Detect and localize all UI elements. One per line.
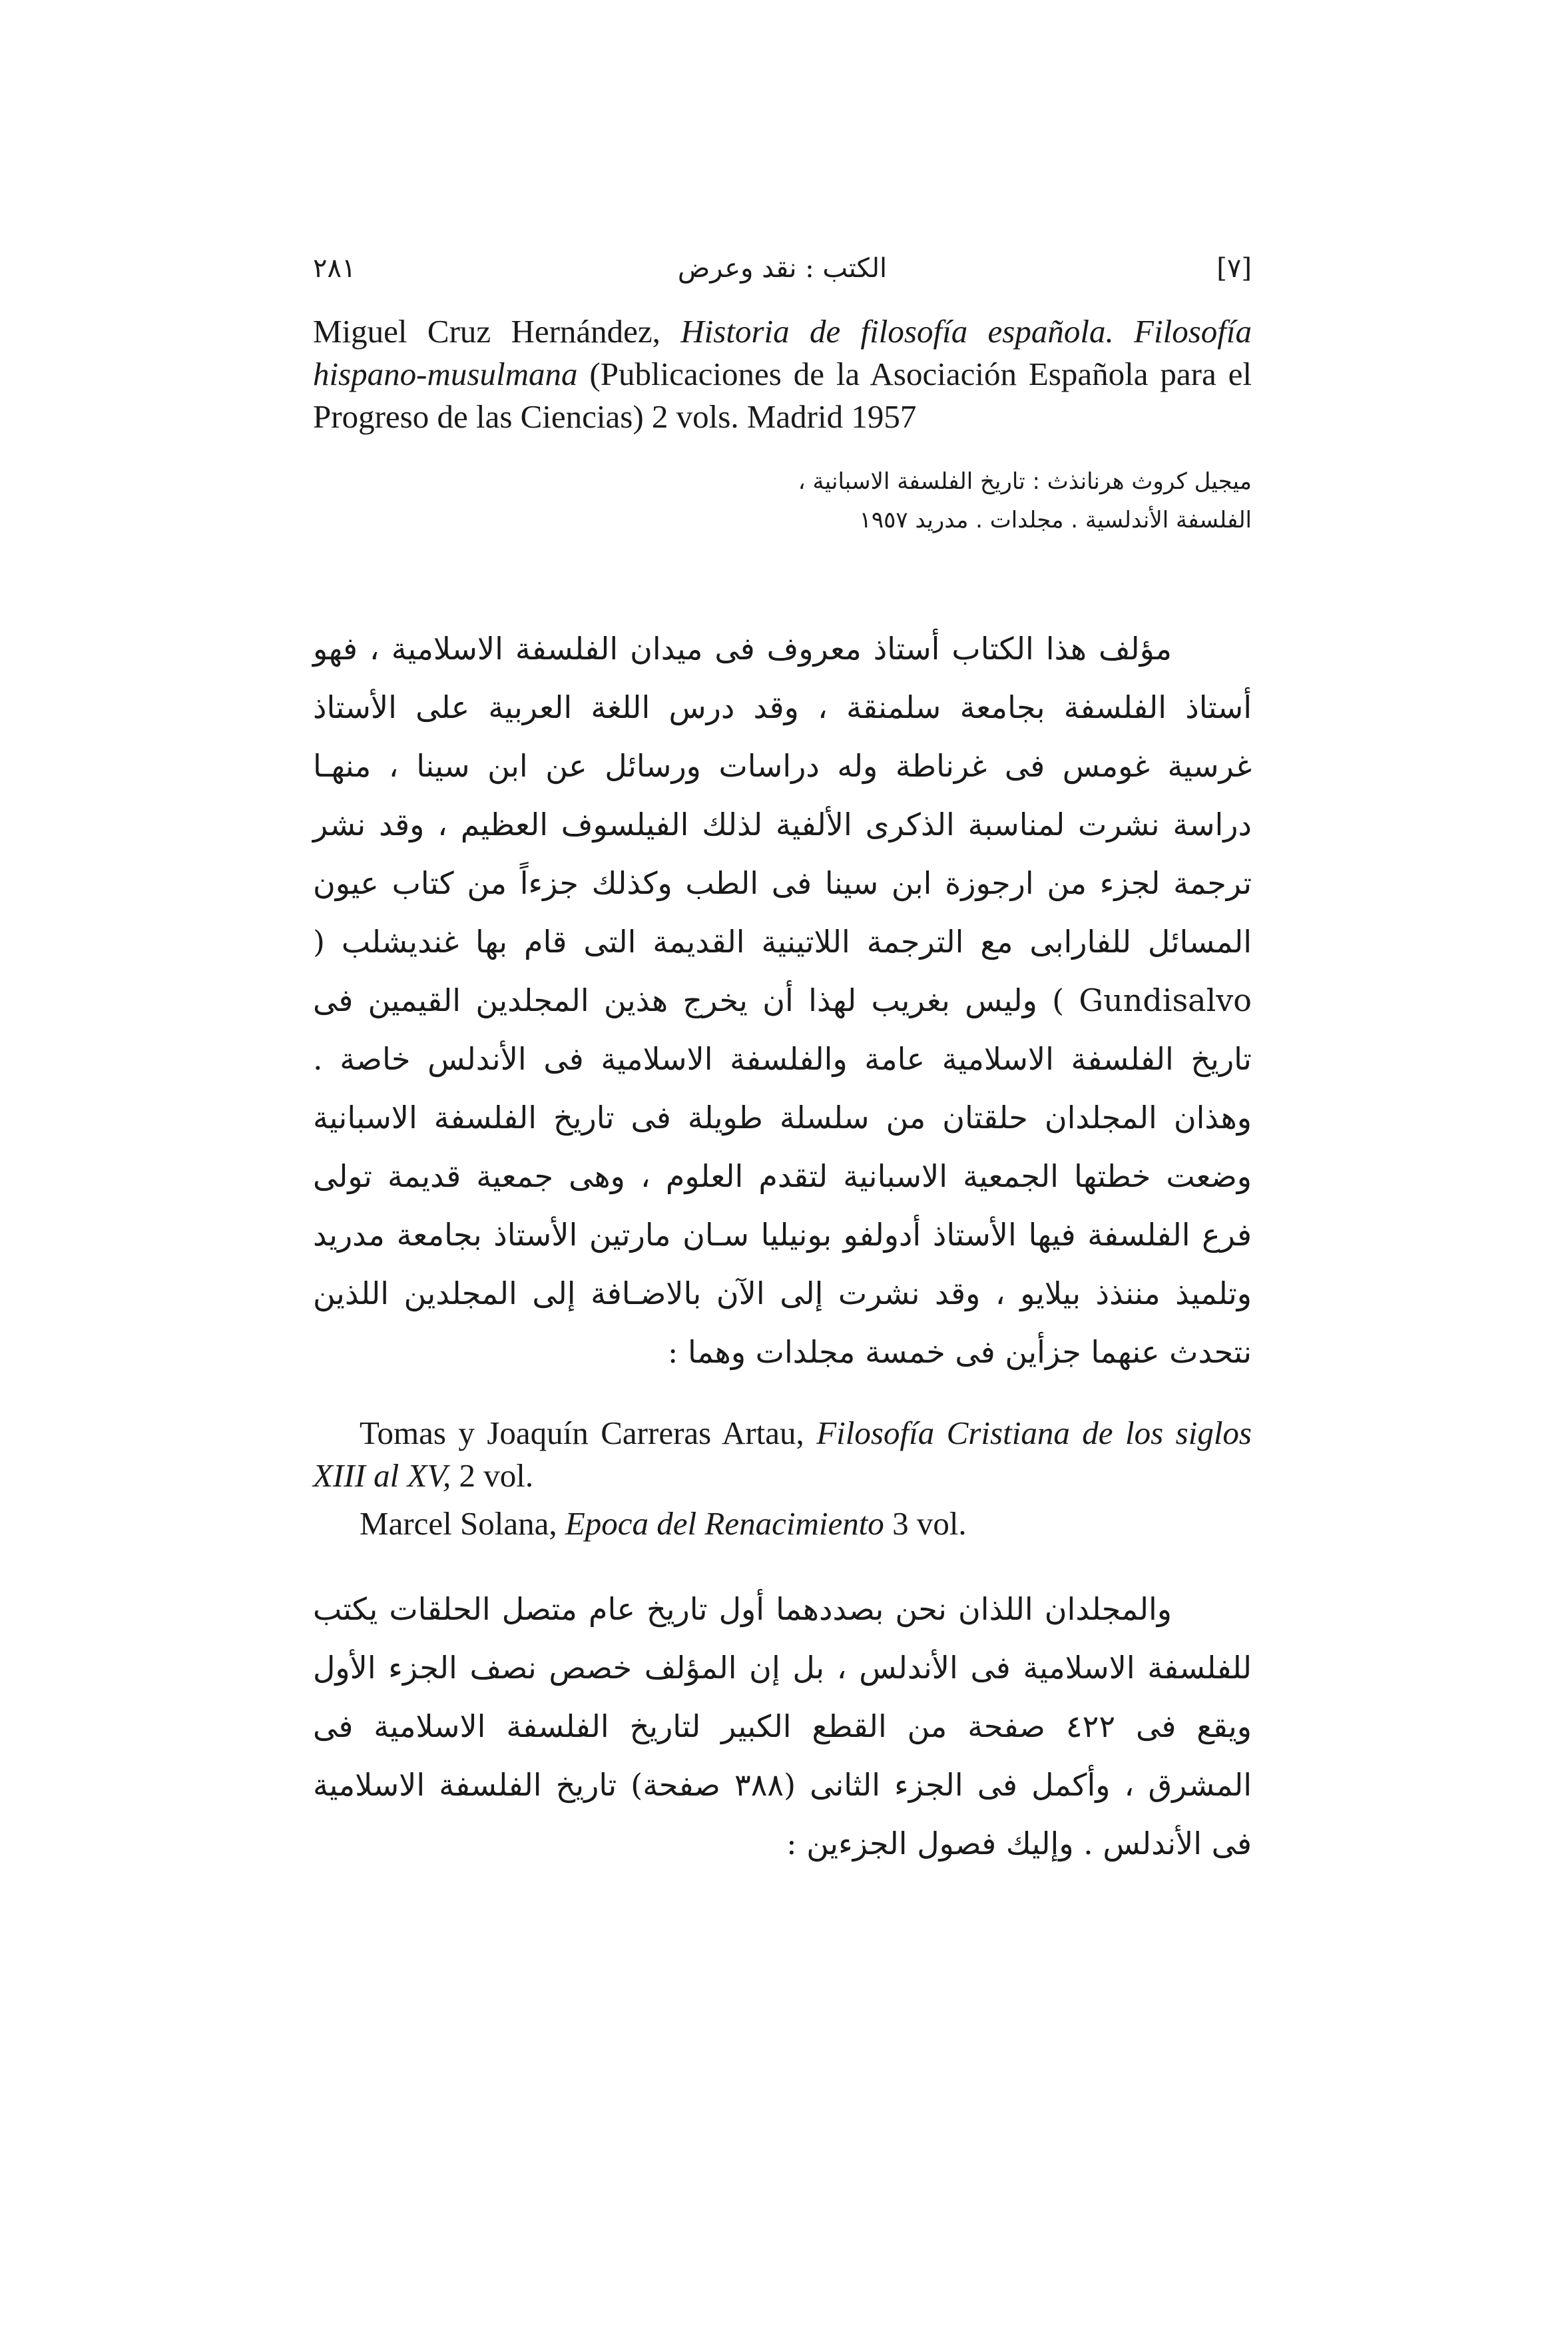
paragraph-2: والمجلدان اللذان نحن بصددهما أول تاريخ عام متصل الحلقات يكتب للفلسفة الاسلامية فى الأندلس ، بل إن المؤلف خصص نصف الجزء الأول ويقع فى ٤٢٢ صفحة من القطع الكبير لتاريخ الفلسفة الاسلامية فى المشرق ، وأكمل فى الجزء الثانى (٣٨٨ صفحة) تاريخ الفلسفة الاسلامية فى الأندلس . وإليك فصول الجزءين :	[313, 1591, 1252, 1861]
bib-arabic-line-2: الفلسفة الأندلسية . مجلدات . مدريد ١٩٥٧	[859, 507, 1252, 533]
bib-author: Miguel Cruz Hernández,	[313, 313, 660, 350]
page-number: ٢٨١	[313, 253, 356, 284]
ref-authors: Tomas y Joaquín Carreras Artau,	[360, 1415, 804, 1451]
paragraph-1: مؤلف هذا الكتاب أستاذ معروف فى ميدان الفلسفة الاسلامية ، فهو أستاذ الفلسفة بجامعة سلمنقة ، وقد درس اللغة العربية على الأستاذ غرسية غومس فى غرناطة وله دراسات ورسائل عن ابن سينا ، منهـا دراسة نشرت لمناسبة الذكرى الألفية لذلك الفيلسوف العظيم ، وقد نشر ترجمة لجزء من ارجوزة ابن سينا فى الطب وكذلك جزءاً من كتاب عيون المسائل للفارابى مع الترجمة اللاتينية القديمة التى قام بها غنديشلب ( Gundisalvo ) وليس بغريب لهذا أن يخرج هذين المجلدين القيمين فى تاريخ الفلسفة الاسلامية عامة والفلسفة الاسلامية فى الأندلس خاصة . وهذان المجلدان حلقتان من سلسلة طويلة فى تاريخ الفلسفة الاسبانية وضعت خطتها الجمعية الاسبانية لتقدم العلوم ، وهى جمعية قديمة تولى فرع الفلسفة فيها الأستاذ أدولفو بونيليا سـان مارتين الأستاذ بجامعة مدريد وتلميذ مننذذ بيلايو ، وقد نشرت إلى الآن بالاضـافة إلى المجلدين اللذين نتحدث عنهما جزأين فى خمسة مجلدات وهما :	[313, 631, 1252, 1370]
bibliography-entry	[313, 310, 1252, 438]
bib-title: Historia de filosofía española. Filosofía hispano-musulmana	[313, 313, 1252, 392]
reference-item	[313, 1412, 1252, 1497]
section-number: [٧]	[1216, 253, 1252, 284]
reference-list	[313, 1412, 1252, 1545]
ref-authors: Marcel Solana,	[360, 1505, 557, 1542]
bib-publisher: (Publicaciones de la Asociación Española para el Progreso de las Ciencias) 2 vols. Madrid 1957	[313, 356, 1252, 435]
ref-title: Epoca del Renacimiento	[565, 1505, 884, 1542]
running-header	[313, 253, 1252, 300]
bib-arabic-line-1: ميجيل كروث هرنانذث : تاريخ الفلسفة الاسبانية ،	[798, 468, 1252, 495]
running-title: الكتب : نقد وعرض	[677, 253, 888, 284]
bibliography-arabic	[459, 462, 1252, 539]
ref-title: Filosofía Cristiana de los siglos XIII al XV,	[313, 1415, 1252, 1494]
ref-extra: 3 vol.	[892, 1505, 967, 1542]
reference-item	[313, 1502, 1252, 1545]
document-page	[313, 253, 1252, 1903]
ref-extra: 2 vol.	[459, 1457, 534, 1494]
